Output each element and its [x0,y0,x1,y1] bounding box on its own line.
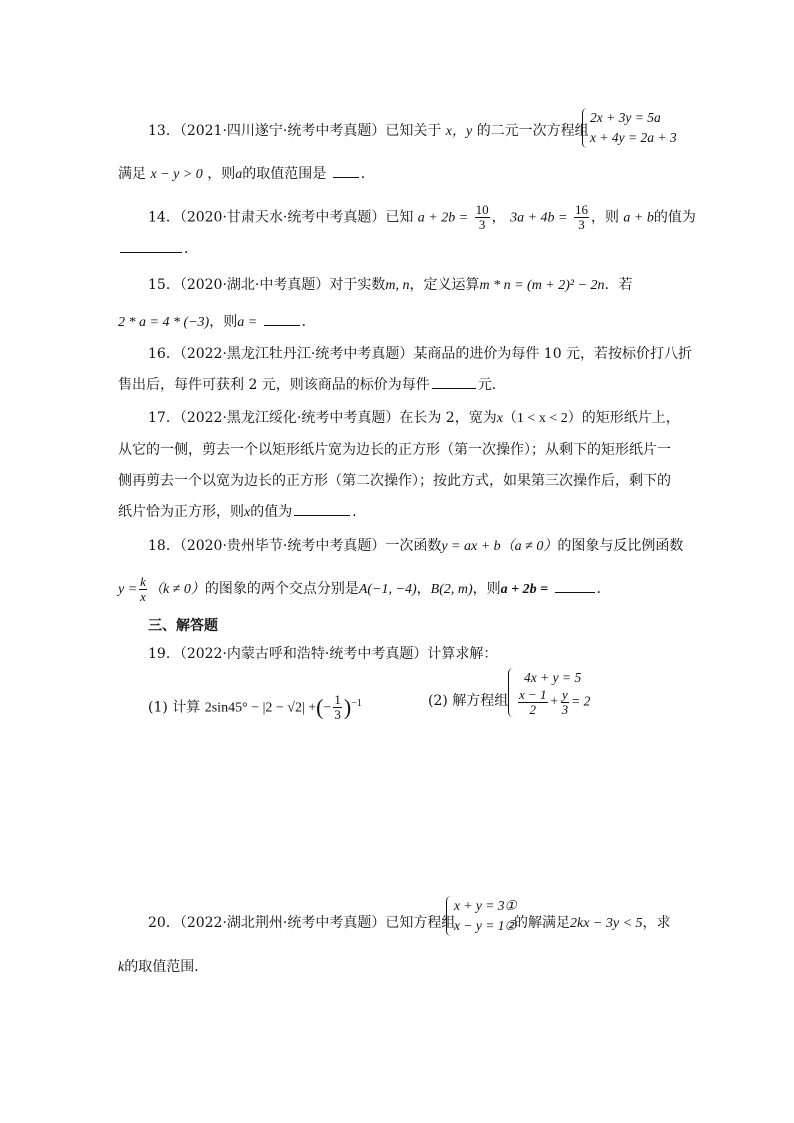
q19-part1 [148,686,362,727]
q15-ask: a = [237,315,258,330]
q18-ask: a + 2b = [500,582,549,597]
q17-range: （1 < x < 2） [502,411,582,426]
q14-prefix: 14．（2020·甘肃天水·统考中考真题）已知 [148,209,414,226]
q20-mid: 的解满足 [514,915,570,931]
q18-comma: ， [416,581,431,597]
q17-var-x2: x [244,505,251,520]
q18-line2 [118,574,611,605]
q20-eq1: x + y = 3① [454,898,517,913]
q15-line2 [118,313,316,332]
q17-text4b: 的值为 [250,504,293,520]
q17-answer-blank[interactable] [294,503,350,516]
q19-eq2-rhs: = 2 [571,693,591,709]
q17-var-x: x [496,411,503,426]
q19-eq2-frac2 [561,688,570,717]
q13-brace [582,108,589,148]
q15-vars: m, n [385,278,410,293]
q19-eq2-frac2-den: 3 [561,702,569,717]
q20-line1 [148,914,455,932]
q20-brace [446,896,453,936]
q18-point-a: A(−1, −4) [358,582,417,597]
q15-prefix: 15．（2020·湖北·中考真题）对于实数 [148,277,386,293]
q19-frac [333,693,342,722]
q14-frac1 [475,203,490,232]
q14-expr2: 3a + 4b = [510,210,568,226]
q18-y-eq: y = [118,582,138,597]
q17-text3: 侧再剪去一个以宽为边长的正方形（第二次操作）；按此方式，如果第三次操作后，剩下的 [118,473,671,489]
q15-line1 [148,276,633,295]
q19-left-paren: ( [316,694,324,720]
q20-line2-text: 的取值范围． [124,959,209,975]
q14-frac1-num: 10 [475,202,489,217]
q20-eq2: x − y = 1② [454,918,517,933]
q20-prefix: 20．（2022·湖北荆州·统考中考真题）已知方程组 [148,915,456,931]
q17-end: ． [352,504,367,520]
q19-eq2-frac1 [518,688,548,717]
q16-text3: 元． [477,377,506,393]
q13-line2-a: 满足 [118,166,146,182]
q19-part1-expr: 2sin45° − |2 − √2| + [204,700,317,716]
q14-expr1: a + 2b = [417,210,469,226]
q15-answer-blank[interactable] [264,313,300,326]
q19-minus: − [323,700,332,716]
q15-tail: ．若 [604,277,633,293]
q15-mid: ，定义运算 [409,277,480,293]
q19-exponent: −1 [351,698,362,709]
q20-system [446,896,517,936]
q19-title [148,645,497,663]
q17-text2: 从它的一侧，剪去一个以矩形纸片宽为边长的正方形（第一次操作）；从剩下的矩形纸片一 [118,442,671,458]
q13-end: ． [360,166,375,182]
q13-mid: 的二元一次方程组 [476,123,589,139]
q18-text1b: 的图象与反比例函数 [557,538,684,554]
q18-line1 [148,537,683,556]
q14-frac2-den: 3 [578,217,585,232]
q16-text2: 售出后，每件可获利 2 元，则该商品的标价为每件 [118,377,430,393]
q20-line1-rest [514,914,671,933]
q19-part1-label: (1) 计算 [148,699,201,716]
q13-system [582,108,677,148]
q18-frac-num: k [140,573,146,589]
q15-end: ． [301,314,316,330]
q16-text1: 16．（2022·黑龙江牡丹江·统考中考真题）某商品的进价为每件 10 元，若按标价打八折 [148,346,693,362]
q15-then: ，则 [209,314,238,330]
q13-var-a: a [235,167,243,182]
q13-line2-c: 的取值范围是 [242,166,327,182]
q18-text1a: 18．（2020·贵州毕节·统考中考真题）一次函数 [148,538,442,554]
q18-answer-blank[interactable] [555,580,595,593]
q15-def: m * n = (m + 2)² − 2n [479,278,605,293]
q17-line2 [118,441,671,459]
q16-line1 [148,345,692,363]
q13-eq2: x + 4y = 2a + 3 [590,130,677,145]
q19-part2 [428,692,508,710]
q14-end: ． [184,241,198,257]
q19-eq2: $\frac{x - 1}{2}$ + $\frac{y}{3}$ = 2 [519,687,591,717]
q14-expr3: a + b [623,210,654,226]
q18-end: ． [596,581,611,597]
q19-eq2-frac2-num: y [562,687,568,702]
q20-tail: ，求 [642,915,671,931]
q14-line2 [118,240,198,258]
q19-title-text: 19．（2022·内蒙古呼和浩特·统考中考真题）计算求解： [148,646,498,662]
q17-text1b: 的矩形纸片上， [581,410,680,426]
q13-cond: x − y > 0 [150,167,203,182]
q14-sep: ， [491,209,506,226]
q13-eq1: 2x + 3y = 5a [590,110,661,125]
q13-answer-blank[interactable] [333,165,359,178]
q19-eq1: 4x + y = 5 [524,670,582,685]
q17-line4 [118,503,366,522]
q17-text4a: 纸片恰为正方形，则 [118,504,244,520]
q13-line2 [118,165,375,184]
q19-eq2-frac1-den: 2 [529,702,537,717]
q18-then: ，则 [472,581,501,597]
q14-tail: 的值为 [653,209,696,226]
q17-line3 [118,472,671,490]
q19-brace [508,668,515,717]
q18-text2a: 的图象的两个交点分别是 [204,581,359,597]
q20-var-k: k [118,960,125,975]
q18-linear: y = ax + b（a ≠ 0） [441,539,558,554]
q14-frac2-num: 16 [574,202,588,217]
q14-frac1-den: 3 [478,217,486,232]
q14-after: ，则 [590,209,619,226]
q18-frac [139,575,147,604]
q14-frac2 [574,203,589,232]
q19-frac-num: 1 [334,692,341,708]
section-heading: 三、解答题 [148,618,218,634]
q15-eq: 2 * a = 4 * (−3) [118,315,210,330]
q17-line1 [148,409,680,428]
q18-frac-den: x [140,588,146,604]
q19-part2-label: (2) 解方程组 [428,693,509,709]
q13-line2-b: ，则 [207,166,236,182]
q13-line1 [148,122,589,141]
q14-line1 [148,203,696,232]
q19-frac-den: 3 [334,707,341,723]
q20-line2 [118,958,208,977]
q19-eq2-frac1-num: x − 1 [519,687,547,702]
q17-text1: 17．（2022·黑龙江绥化·统考中考真题）在长为 2，宽为 [148,410,497,426]
q16-answer-blank[interactable] [432,376,476,389]
q18-point-b: B(2, m) [430,582,473,597]
q13-vars: x，y [445,124,473,139]
q18-cond: （k ≠ 0） [148,582,205,597]
q20-ineq: 2kx − 3y < 5 [570,916,643,931]
q13-prefix: 13．（2021·四川遂宁·统考中考真题）已知关于 [148,123,442,139]
q16-line2 [118,376,506,394]
q19-system [508,668,590,717]
q19-right-paren: ) [343,694,352,720]
q14-answer-blank[interactable] [120,240,182,253]
